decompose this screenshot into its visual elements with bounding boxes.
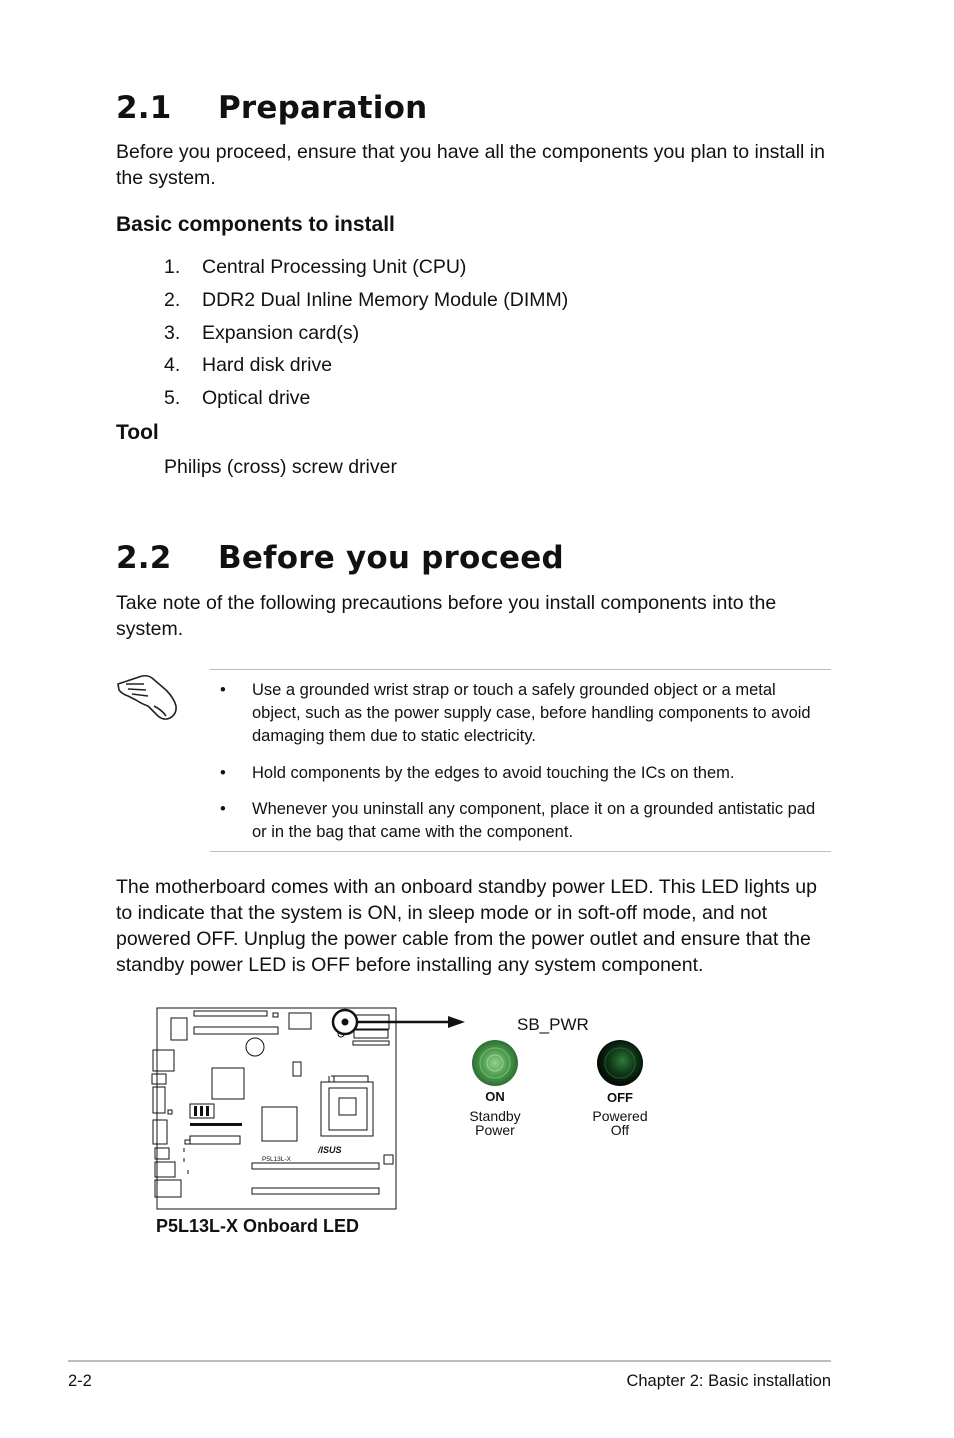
note-top-rule [210, 669, 831, 670]
bullet-icon: • [220, 800, 226, 818]
note-item [220, 679, 820, 749]
led-off-desc [580, 1109, 660, 1137]
pci-slot [194, 1027, 278, 1034]
note-text: Whenever you uninstall any component, place it on a grounded antistatic pad or in the bag that came with the component. [252, 800, 816, 841]
led-on-label: ON [485, 1089, 505, 1104]
subheading-tool: Tool [116, 421, 159, 444]
led-on-desc-line1: Standby [469, 1108, 521, 1124]
section-intro: Take note of the following precautions before you install components into the system. [116, 592, 777, 640]
section-number: 2.2 [116, 540, 172, 576]
io-port [153, 1120, 167, 1144]
section-number: 2.1 [116, 90, 172, 126]
list-text: Optical drive [202, 387, 311, 409]
chip [262, 1107, 297, 1141]
section-heading-2-2 [116, 540, 716, 580]
led-on-desc [455, 1109, 535, 1137]
connector [384, 1155, 393, 1164]
list-number: 3. [164, 322, 181, 344]
list-number: 5. [164, 387, 181, 409]
tool-text: Philips (cross) screw driver [164, 456, 397, 478]
jumper [185, 1140, 190, 1144]
bullet-icon: • [220, 764, 226, 782]
led-name-label: SB_PWR [517, 1015, 589, 1034]
footer-rule [68, 1360, 831, 1362]
jumper [293, 1062, 301, 1076]
connector [289, 1013, 311, 1029]
motherboard-diagram [148, 1000, 478, 1215]
pci-slot [194, 1011, 267, 1016]
connector [354, 1030, 388, 1038]
io-port [153, 1050, 174, 1071]
led-on-icon [470, 1038, 520, 1088]
page-number: 2-2 [68, 1372, 92, 1390]
arrow-icon [448, 1016, 465, 1028]
section-title: Before you proceed [218, 540, 564, 576]
io-port [152, 1074, 166, 1084]
bullet-icon: • [220, 681, 226, 699]
io-port [155, 1180, 181, 1197]
board-label: P5L13L-X [262, 1156, 291, 1163]
section-intro: Before you proceed, ensure that you have all the components you plan to install in the system. [116, 141, 825, 189]
cpu-die [339, 1098, 356, 1115]
chapter-title: Chapter 2: Basic installation [626, 1372, 831, 1390]
figure-caption: P5L13L-X Onboard LED [156, 1216, 360, 1236]
io-port [153, 1087, 165, 1113]
io-port [155, 1162, 175, 1177]
section-title: Preparation [218, 90, 428, 126]
chip [212, 1068, 244, 1099]
pointing-hand-icon [114, 670, 180, 722]
led-off-desc-line2: Off [610, 1122, 630, 1138]
note-item [220, 762, 820, 786]
cap [168, 1110, 172, 1114]
subheading-components: Basic components to install [116, 213, 395, 236]
battery [246, 1038, 264, 1056]
led-off-label: OFF [607, 1090, 633, 1105]
brand-logo-icon: /ISUS [318, 1145, 342, 1155]
list-number: 1. [164, 256, 181, 278]
dimm-slot [252, 1188, 379, 1194]
dimm-slot [252, 1163, 379, 1169]
cpu-socket-inner [329, 1088, 367, 1130]
connector [353, 1041, 389, 1045]
led-off-icon [595, 1038, 645, 1088]
list-text: Hard disk drive [202, 354, 333, 376]
note-item [220, 798, 820, 844]
led-on-desc-line2: Power [475, 1122, 515, 1138]
connector [171, 1018, 187, 1040]
chip [190, 1136, 240, 1144]
list-text: Expansion card(s) [202, 322, 360, 344]
list-number: 4. [164, 354, 181, 376]
note-text: Use a grounded wrist strap or touch a safely grounded object or a metal object, such as the power supply case, before handling components to avoid damaging them due to static electricity. [252, 681, 811, 745]
connector [273, 1013, 278, 1017]
list-number: 2. [164, 289, 181, 311]
section-heading-2-1 [116, 90, 716, 130]
list-text: DDR2 Dual Inline Memory Module (DIMM) [202, 289, 569, 311]
led-off-desc-line1: Powered [592, 1108, 648, 1124]
led-paragraph: The motherboard comes with an onboard standby power LED. This LED lights up to indicate that the system is ON, in sleep mode or in soft-off mode, and not powered OFF. Unplug the power cable from the power outlet and ensure that the standby power LED is OFF before installing any system component. [116, 876, 817, 976]
note-bottom-rule [210, 851, 831, 852]
note-text: Hold components by the edges to avoid touching the ICs on them. [252, 764, 735, 782]
list-text: Central Processing Unit (CPU) [202, 256, 467, 278]
